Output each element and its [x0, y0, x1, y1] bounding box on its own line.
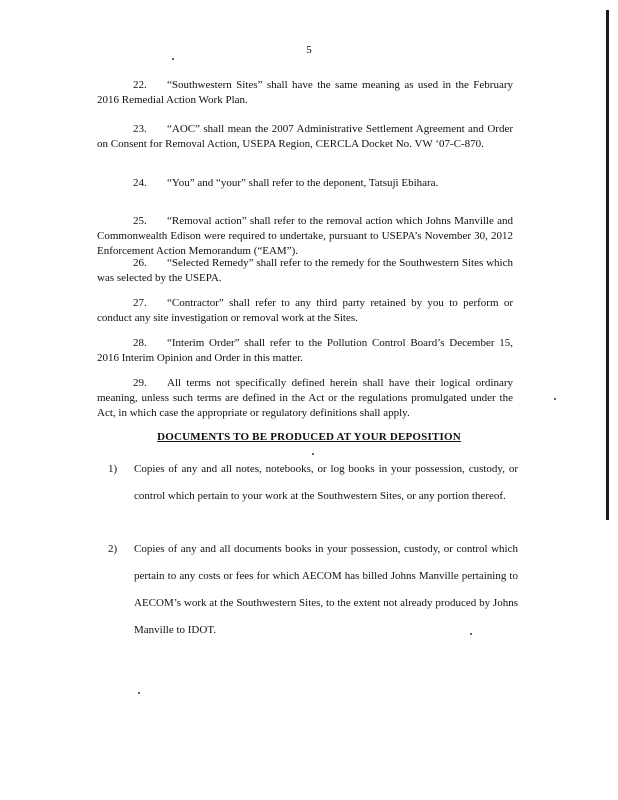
- definition-text: “AOC” shall mean the 2007 Administrative Settlement Agreement and Order on Consent for Removal Action, USEPA Region, CERCLA Docket No. VW ‘07-C-870.: [97, 123, 513, 150]
- definition-text: “Interim Order” shall refer to the Pollution Control Board’s December 15, 2016 Interim Opinion and Order in this matter.: [97, 337, 513, 364]
- definition-24: [97, 176, 513, 191]
- definition-text: “Southwestern Sites” shall have the same meaning as used in the February 2016 Remedial Action Work Plan.: [97, 79, 513, 106]
- scan-speck: [470, 633, 472, 635]
- request-number: 2): [108, 543, 118, 555]
- definition-number: 27.: [133, 297, 147, 309]
- request-text: Copies of any and all notes, notebooks, or log books in your possession, custody, or control which pertain to your work at the Southwestern Sites, or any portion thereof.: [134, 463, 518, 502]
- definition-23: [97, 122, 513, 152]
- definition-text: “Removal action” shall refer to the removal action which Johns Manville and Commonwealth Edison were required to undertake, pursuant to USEPA’s November 30, 2012 Enforcement Action Memorandum (“EAM”).: [97, 215, 513, 257]
- definition-number: 29.: [133, 377, 147, 389]
- section-heading: DOCUMENTS TO BE PRODUCED AT YOUR DEPOSITION: [157, 431, 461, 443]
- request-text: Copies of any and all documents books in your possession, custody, or control which pertain to any costs or fees for which AECOM has billed Johns Manville pertaining to AECOM’s work at the Southwestern Sites, to the extent not already produced by Johns Manville to IDOT.: [134, 543, 518, 636]
- definition-text: “You” and “your” shall refer to the deponent, Tatsuji Ebihara.: [167, 177, 439, 189]
- request-number: 1): [108, 463, 118, 475]
- definition-number: 22.: [133, 79, 147, 91]
- scan-speck: [138, 692, 140, 694]
- request-item-2: [108, 536, 518, 644]
- definition-number: 23.: [133, 123, 147, 135]
- definition-22: [97, 78, 513, 108]
- definition-number: 24.: [133, 177, 147, 189]
- scan-speck: [172, 58, 174, 60]
- scan-speck: [554, 398, 556, 400]
- scan-edge-bar: [606, 10, 609, 520]
- definition-text: All terms not specifically defined herein shall have their logical ordinary meaning, unless such terms are defined in the Act or the regulations promulgated under the Act, in which case the appropriate or regulatory definitions shall apply.: [97, 377, 513, 419]
- definition-26: [97, 256, 513, 286]
- definition-number: 25.: [133, 215, 147, 227]
- request-item-1: [108, 456, 518, 510]
- page-number: 5: [306, 44, 312, 56]
- definition-25: [97, 214, 513, 259]
- definition-28: [97, 336, 513, 366]
- definition-text: “Contractor” shall refer to any third party retained by you to perform or conduct any site investigation or removal work at the Sites.: [97, 297, 513, 324]
- definition-number: 28.: [133, 337, 147, 349]
- definition-text: “Selected Remedy” shall refer to the remedy for the Southwestern Sites which was selected by the USEPA.: [97, 257, 513, 284]
- scan-speck: [312, 453, 314, 455]
- definition-27: [97, 296, 513, 326]
- definition-29: [97, 376, 513, 421]
- definition-number: 26.: [133, 257, 147, 269]
